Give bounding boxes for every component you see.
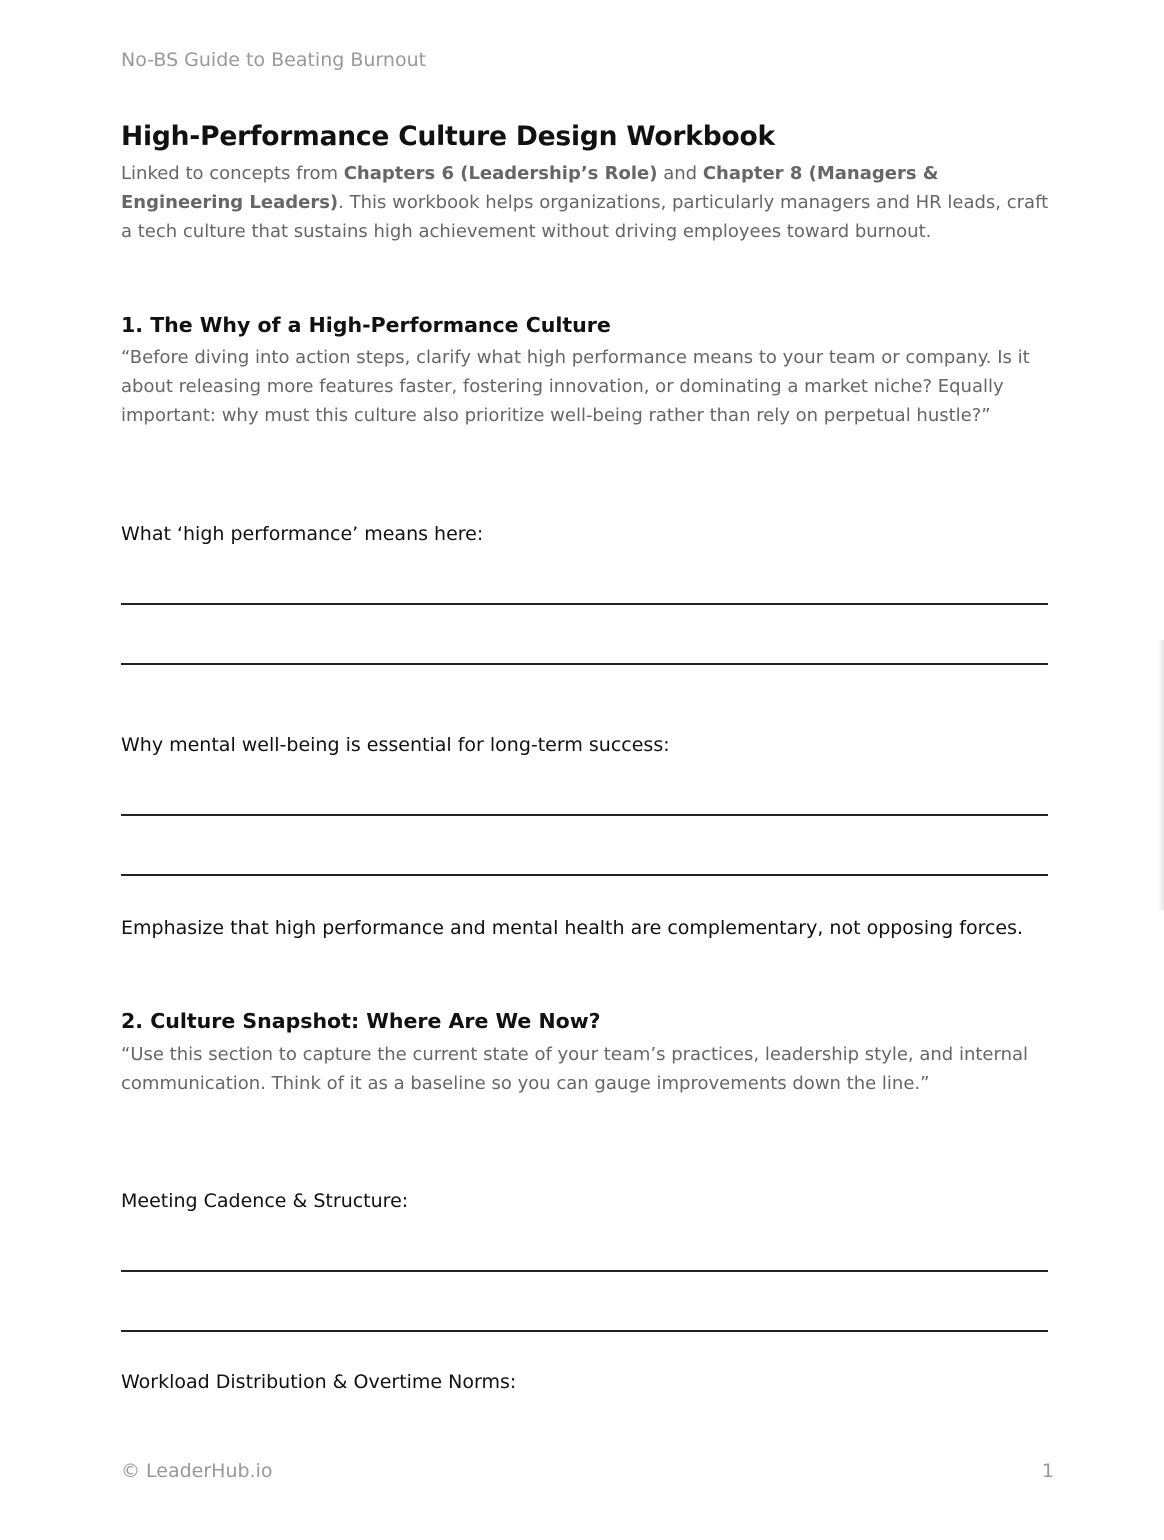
- section-1-heading: 1. The Why of a High-Performance Culture: [121, 313, 611, 337]
- section-1-note: Emphasize that high performance and mental health are complementary, not opposing forces.: [121, 917, 1024, 939]
- section-1-prompt-1: What ‘high performance’ means here:: [121, 523, 484, 545]
- section-2-prompt-2: Workload Distribution & Overtime Norms:: [121, 1371, 517, 1393]
- intro-mid: and: [657, 163, 703, 184]
- section-2-heading: 2. Culture Snapshot: Where Are We Now?: [121, 1009, 601, 1033]
- document-intro: [121, 159, 1061, 246]
- intro-chapter-ref-1: Chapters 6 (Leadership’s Role): [343, 163, 658, 184]
- answer-line[interactable]: [121, 663, 1048, 665]
- answer-line[interactable]: [121, 1270, 1048, 1272]
- answer-line[interactable]: [121, 874, 1048, 876]
- answer-line[interactable]: [121, 814, 1048, 816]
- intro-prefix: Linked to concepts from: [121, 163, 344, 184]
- section-1-prompt-2: Why mental well-being is essential for long-term success:: [121, 734, 670, 756]
- section-2-quote: “Use this section to capture the current state of your team’s practices, leadership style, and internal communication. Think of it as a baseline so you can gauge improvements down the line.”: [121, 1044, 1029, 1094]
- footer-copyright: © LeaderHub.io: [121, 1460, 273, 1482]
- intro-chapter-ref-2: Chapter 8 (Managers & Engineering Leaders): [121, 163, 939, 213]
- intro-suffix: . This workbook helps organizations, particularly managers and HR leads, craft a tech culture that sustains high achievement without driving employees toward burnout.: [121, 192, 1049, 242]
- section-2-prompt-1: Meeting Cadence & Structure:: [121, 1190, 409, 1212]
- page-edge-shadow: [1158, 640, 1164, 910]
- running-header: No-BS Guide to Beating Burnout: [121, 49, 427, 71]
- document-title: High-Performance Culture Design Workbook: [121, 121, 775, 152]
- section-1-quote: “Before diving into action steps, clarify what high performance means to your team or company. Is it about releasing more features faster, fostering innovation, or dominating a market niche? Equally important: why must this culture also prioritize well-being rather than rely on perpetual hustle?”: [121, 347, 1030, 426]
- answer-line[interactable]: [121, 603, 1048, 605]
- page-number: 1: [1041, 1460, 1054, 1482]
- answer-line[interactable]: [121, 1330, 1048, 1332]
